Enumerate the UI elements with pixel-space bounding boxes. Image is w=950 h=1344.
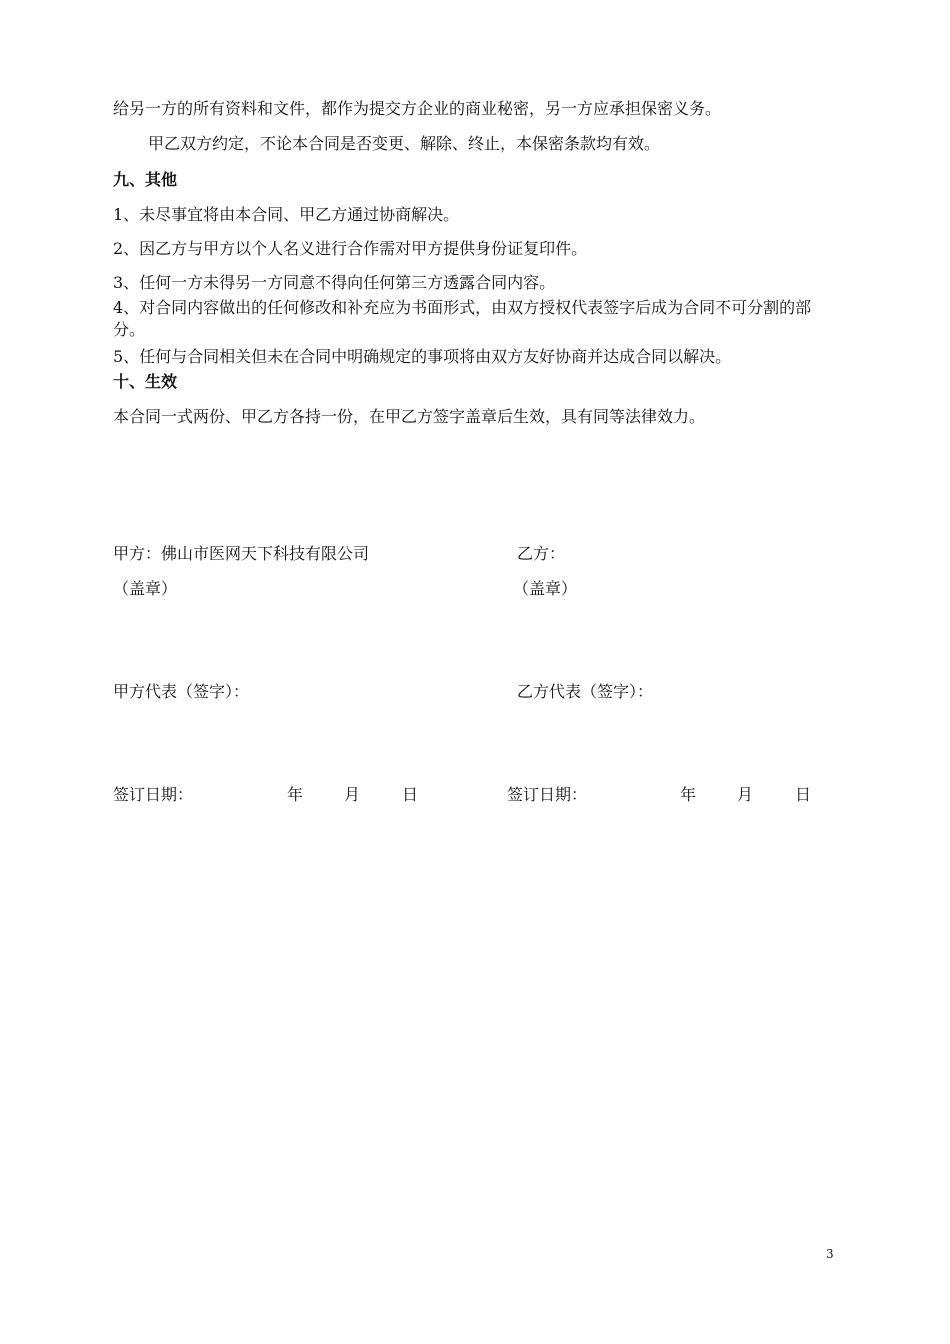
party-a-name: 甲方：佛山市医网天下科技有限公司 <box>113 544 370 563</box>
section-9-item-4: 4、对合同内容做出的任何修改和补充应为书面形式，由双方授权代表签字后成为合同不可分割的部分。 <box>113 298 812 339</box>
party-b-date-day: 日 <box>795 785 812 804</box>
party-a-date-label: 签订日期： <box>113 785 194 804</box>
party-b-seal: （盖章） <box>513 579 578 598</box>
page-number: 3 <box>826 1247 834 1261</box>
paragraph-continuation: 给另一方的所有资料和文件，都作为提交方企业的商业秘密，另一方应承担保密义务。 <box>113 99 722 118</box>
party-a-date-year: 年 <box>287 785 304 804</box>
section-9-item-1: 1、未尽事宜将由本合同、甲乙方通过协商解决。 <box>113 205 460 224</box>
section-10-text: 本合同一式两份、甲乙方各持一份，在甲乙方签字盖章后生效，具有同等法律效力。 <box>113 407 706 426</box>
party-a-representative: 甲方代表（签字）： <box>113 682 250 701</box>
party-a-seal: （盖章） <box>113 579 178 598</box>
section-9-item-3: 3、任何一方未得另一方同意不得向任何第三方透露合同内容。 <box>113 273 556 292</box>
party-b-date-year: 年 <box>680 785 697 804</box>
party-b-representative: 乙方代表（签字）： <box>517 682 654 701</box>
section-9-item-5: 5、任何与合同相关但未在合同中明确规定的事项将由双方友好协商并达成合同以解决。 <box>113 347 732 366</box>
paragraph-confidential-validity: 甲乙双方约定，不论本合同是否变更、解除、终止，本保密条款均有效。 <box>148 134 661 153</box>
party-b-date-label: 签订日期： <box>507 785 588 804</box>
party-a-date-day: 日 <box>402 785 419 804</box>
section-9-item-2: 2、因乙方与甲方以个人名义进行合作需对甲方提供身份证复印件。 <box>113 239 588 258</box>
party-b-date-month: 月 <box>737 785 754 804</box>
party-a-date-month: 月 <box>344 785 361 804</box>
party-b-name: 乙方： <box>517 544 566 563</box>
section-9-title: 九、其他 <box>113 170 178 189</box>
section-10-title: 十、生效 <box>113 372 178 391</box>
